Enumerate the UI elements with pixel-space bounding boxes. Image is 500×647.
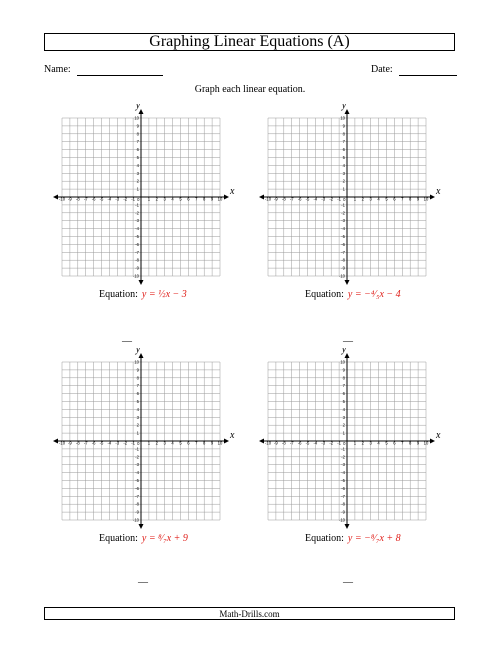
x-tick-label: -2 [329,196,334,202]
y-tick-label: 4 [136,162,139,168]
y-tick-label: 7 [136,383,139,389]
x-tick-label: 9 [416,196,420,202]
y-tick-label: 8 [136,131,139,137]
answer-dash-4: — [343,577,353,588]
coordinate-grid-2 [258,104,448,294]
equation-expression: y = ⁸⁄₇x + 9 [141,533,188,544]
x-tick-label: 6 [393,196,396,202]
y-tick-label: 1 [136,186,139,192]
y-tick-label: -6 [341,241,345,247]
x-tick-label: 8 [409,196,412,202]
x-tick-label: 2 [361,196,364,202]
x-tick-label: 10 [217,196,223,202]
x-tick-label: 9 [210,440,214,446]
x-axis-arrow-left [259,195,264,200]
x-axis-label: x [436,186,441,197]
y-tick-label: 1 [342,430,345,436]
y-tick-label: 5 [136,399,139,404]
y-tick-label: -9 [135,509,139,515]
y-tick-label: 7 [136,139,139,145]
x-tick-label: -6 [297,196,302,202]
y-tick-label: 4 [342,406,345,412]
y-tick-label: 10 [134,359,139,365]
x-tick-label: -2 [123,440,128,446]
date-line[interactable] [399,64,457,76]
x-tick-label: -8 [281,196,286,202]
x-tick-label: -10 [264,440,272,446]
x-tick-label: -4 [313,196,318,202]
origin-label: 0 [343,197,346,202]
y-tick-label: -1 [135,202,139,208]
y-tick-label: 6 [136,391,139,397]
x-tick-label: 10 [423,196,429,202]
x-tick-label: 7 [401,440,404,446]
x-tick-label: -10 [264,196,272,202]
x-tick-label: 2 [155,196,158,202]
equation-label: Equation: [305,289,344,300]
y-tick-label: 2 [136,422,139,428]
x-axis-arrow-right [224,439,229,444]
x-tick-label: 5 [385,440,388,446]
x-tick-label: 9 [210,196,214,202]
origin-label: 0 [137,441,140,446]
y-tick-label: -8 [135,501,139,507]
y-tick-label: 2 [342,178,345,184]
y-tick-label: -4 [341,226,345,232]
y-tick-label: 3 [136,170,139,176]
x-axis-label: x [436,430,441,441]
y-tick-label: -3 [135,462,139,468]
y-tick-label: 3 [342,170,345,176]
equation-label: Equation: [305,533,344,544]
y-tick-label: 4 [136,406,139,412]
x-tick-label: 5 [179,196,182,202]
x-tick-label: -9 [274,196,278,202]
coordinate-grid-1 [52,104,242,294]
y-tick-label: 3 [136,414,139,420]
y-tick-label: 9 [136,367,139,373]
x-tick-label: -1 [337,440,341,446]
y-tick-label: 1 [136,430,139,436]
x-tick-label: 3 [369,196,372,202]
x-tick-label: -8 [75,440,80,446]
x-tick-label: -10 [58,196,66,202]
y-tick-label: 5 [342,399,345,404]
x-axis-label: x [230,430,235,441]
origin-label: 0 [137,197,140,202]
answer-dash-1: — [122,336,132,347]
y-tick-label: 6 [136,147,139,153]
x-tick-label: -7 [289,196,294,202]
y-tick-label: 7 [342,139,345,145]
y-tick-label: -8 [341,501,345,507]
y-tick-label: 9 [136,123,139,129]
y-tick-label: 6 [342,147,345,153]
y-tick-label: 8 [136,375,139,381]
y-tick-label: 5 [136,155,139,160]
y-tick-label: 7 [342,383,345,389]
x-tick-label: 10 [217,440,223,446]
date-field [371,64,457,76]
y-tick-label: -3 [341,462,345,468]
equation-2 [305,289,401,300]
x-tick-label: -7 [289,440,294,446]
x-tick-label: 1 [147,440,151,446]
x-axis-arrow-right [430,195,435,200]
y-tick-label: -7 [341,249,345,255]
y-axis-arrow-down [345,280,350,285]
x-tick-label: -6 [297,440,302,446]
y-tick-label: -9 [341,509,345,515]
x-axis-arrow-right [224,195,229,200]
x-tick-label: 8 [203,440,206,446]
y-tick-label: -10 [338,273,345,279]
x-axis-arrow-left [53,439,58,444]
date-label: Date: [371,64,393,75]
y-axis-label: y [341,104,347,111]
x-tick-label: 7 [195,196,198,202]
y-axis-label: y [135,348,141,355]
y-tick-label: -8 [341,257,345,263]
x-tick-label: 8 [409,440,412,446]
x-tick-label: -2 [123,196,128,202]
x-tick-label: 6 [393,440,396,446]
x-tick-label: -1 [131,440,135,446]
x-tick-label: -7 [83,440,88,446]
y-tick-label: -1 [341,446,345,452]
y-axis-arrow-down [139,280,144,285]
y-tick-label: -10 [132,273,139,279]
y-tick-label: -9 [135,265,139,271]
y-tick-label: -3 [341,218,345,224]
x-tick-label: 2 [155,440,158,446]
x-tick-label: 3 [369,440,372,446]
x-tick-label: -5 [99,196,104,202]
equation-expression: y = −⁴⁄₅x − 4 [347,289,401,300]
x-tick-label: 4 [171,196,174,202]
y-tick-label: 10 [340,115,345,121]
x-tick-label: 8 [203,196,206,202]
x-tick-label: 7 [195,440,198,446]
y-tick-label: -6 [135,241,139,247]
y-tick-label: 4 [342,162,345,168]
y-tick-label: -6 [135,485,139,491]
x-tick-label: -3 [321,440,326,446]
coordinate-grid-3 [52,348,242,538]
x-tick-label: 3 [163,196,166,202]
x-tick-label: 4 [377,196,380,202]
x-tick-label: -9 [274,440,278,446]
x-tick-label: 3 [163,440,166,446]
name-line[interactable] [77,64,163,76]
y-tick-label: -7 [135,249,139,255]
y-tick-label: -1 [135,446,139,452]
y-tick-label: -2 [135,210,139,216]
x-tick-label: 2 [361,440,364,446]
x-tick-label: 5 [385,196,388,202]
x-tick-label: -1 [131,196,135,202]
equation-4 [305,533,401,544]
x-tick-label: 1 [147,196,151,202]
x-tick-label: -2 [329,440,334,446]
x-tick-label: 7 [401,196,404,202]
equation-label: Equation: [99,289,138,300]
x-tick-label: -6 [91,196,96,202]
answer-dash-3: — [138,577,148,588]
y-tick-label: -8 [135,257,139,263]
y-tick-label: -4 [135,470,139,476]
x-tick-label: -5 [305,196,310,202]
x-tick-label: -3 [115,196,120,202]
y-tick-label: 2 [342,422,345,428]
y-tick-label: -4 [135,226,139,232]
y-tick-label: -6 [341,485,345,491]
worksheet-title: Graphing Linear Equations (A) [44,33,455,51]
y-tick-label: 2 [136,178,139,184]
x-tick-label: 9 [416,440,420,446]
x-tick-label: 10 [423,440,429,446]
x-tick-label: -3 [321,196,326,202]
coordinate-grid-4 [258,348,448,538]
equation-label: Equation: [99,533,138,544]
x-tick-label: -7 [83,196,88,202]
x-tick-label: -9 [68,440,72,446]
y-tick-label: 6 [342,391,345,397]
name-field [44,64,163,76]
y-axis-arrow-down [139,524,144,529]
x-axis-label: x [230,186,235,197]
x-tick-label: -10 [58,440,66,446]
equation-expression: y = −⁸⁄₇x + 8 [347,533,401,544]
x-tick-label: -5 [99,440,104,446]
y-tick-label: -5 [341,234,345,239]
x-axis-arrow-right [430,439,435,444]
x-axis-arrow-left [53,195,58,200]
y-tick-label: -5 [341,478,345,483]
x-tick-label: -4 [107,440,112,446]
x-tick-label: 1 [353,196,357,202]
x-tick-label: -8 [75,196,80,202]
x-tick-label: -6 [91,440,96,446]
x-tick-label: -8 [281,440,286,446]
y-tick-label: 10 [340,359,345,365]
equation-3 [99,533,188,544]
y-axis-label: y [341,348,347,355]
x-tick-label: -4 [107,196,112,202]
y-tick-label: 9 [342,123,345,129]
y-tick-label: -9 [341,265,345,271]
x-tick-label: -3 [115,440,120,446]
y-axis-arrow-down [345,524,350,529]
y-tick-label: -7 [341,493,345,499]
y-tick-label: -3 [135,218,139,224]
name-label: Name: [44,64,71,75]
x-tick-label: -4 [313,440,318,446]
x-tick-label: -1 [337,196,341,202]
y-tick-label: -1 [341,202,345,208]
y-tick-label: 8 [342,375,345,381]
y-tick-label: 10 [134,115,139,121]
y-tick-label: -10 [338,517,345,523]
y-tick-label: 5 [342,155,345,160]
instructions: Graph each linear equation. [194,84,306,95]
footer: Math-Drills.com [44,607,455,620]
y-tick-label: 9 [342,367,345,373]
y-tick-label: -2 [341,210,345,216]
equation-expression: y = ½x − 3 [141,289,187,300]
x-tick-label: 4 [171,440,174,446]
y-tick-label: -2 [341,454,345,460]
answer-dash-2: — [343,336,353,347]
y-tick-label: -5 [135,234,139,239]
x-tick-label: 1 [353,440,357,446]
y-tick-label: -4 [341,470,345,476]
equation-1 [99,289,187,300]
y-tick-label: -5 [135,478,139,483]
y-tick-label: 8 [342,131,345,137]
x-tick-label: -5 [305,440,310,446]
y-tick-label: -7 [135,493,139,499]
origin-label: 0 [343,441,346,446]
y-tick-label: -10 [132,517,139,523]
x-tick-label: 5 [179,440,182,446]
x-tick-label: -9 [68,196,72,202]
x-tick-label: 6 [187,196,190,202]
x-tick-label: 6 [187,440,190,446]
y-tick-label: 1 [342,186,345,192]
x-axis-arrow-left [259,439,264,444]
y-axis-label: y [135,104,141,111]
y-tick-label: 3 [342,414,345,420]
y-tick-label: -2 [135,454,139,460]
x-tick-label: 4 [377,440,380,446]
